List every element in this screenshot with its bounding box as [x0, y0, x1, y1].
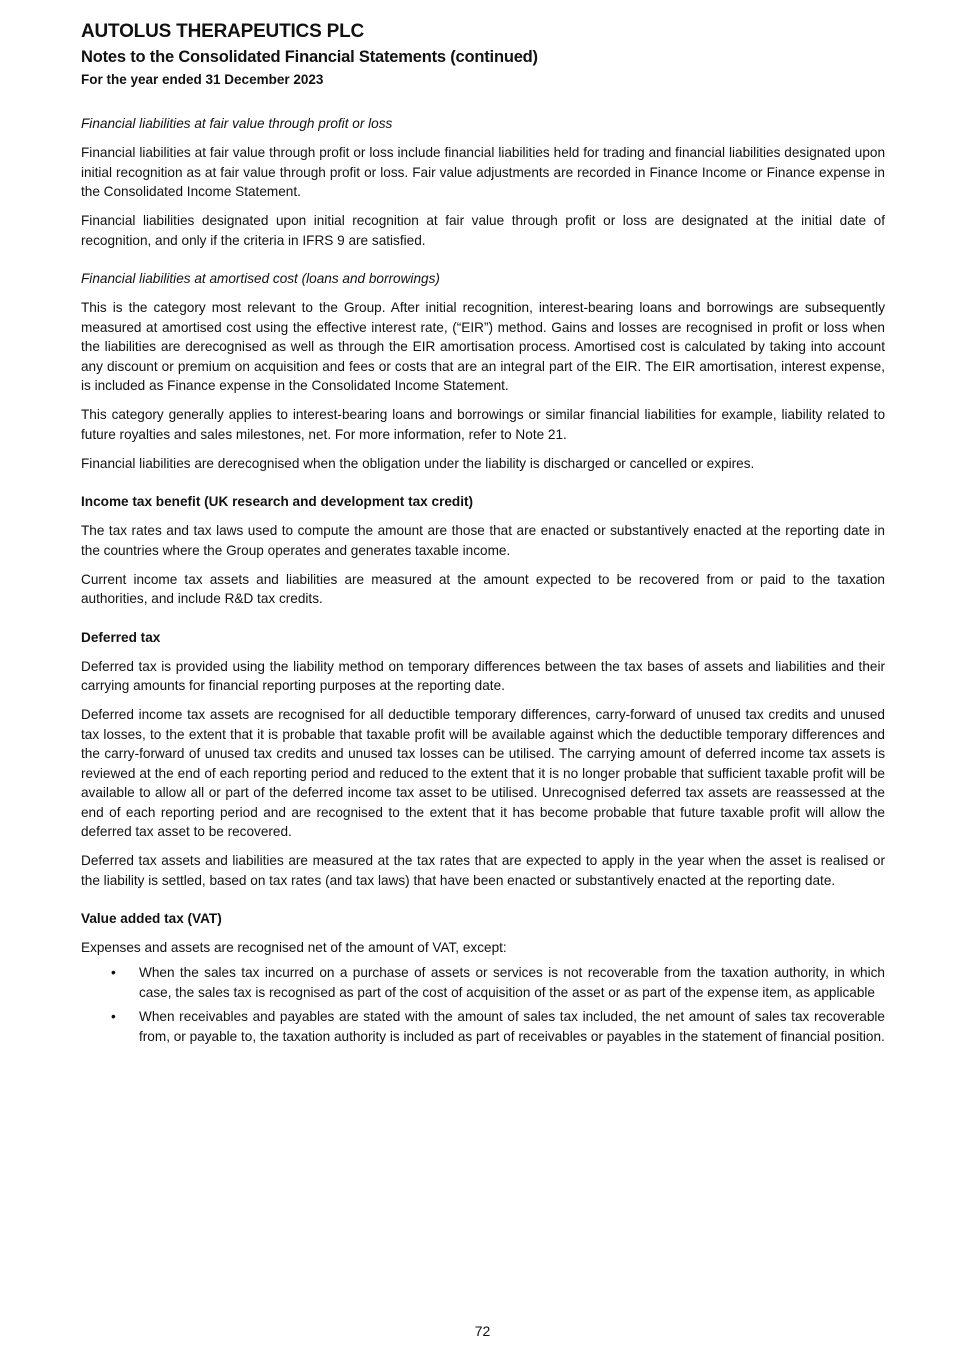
paragraph-income-tax-2: Current income tax assets and liabilities are measured at the amount expected to be recovered from or paid to the taxation authorities, and include R&D tax credits.: [81, 571, 885, 606]
paragraph-vat-intro: Expenses and assets are recognised net of the amount of VAT, except:: [81, 940, 507, 955]
vat-exceptions-list: [81, 963, 885, 1046]
heading-deferred-tax: Deferred tax: [81, 629, 161, 645]
bullet-icon: •: [111, 1009, 116, 1024]
paragraph-amortised-2: This category generally applies to interest-bearing loans and borrowings or similar financial liabilities for example, liability related to future royalties and sales milestones, net. For more information, refer to Note 21.: [81, 407, 885, 442]
paragraph-fvtpl-1: Financial liabilities at fair value through profit or loss include financial liabilities held for trading and financial liabilities designated upon initial recognition as at fair value through profit or loss. Fair value adjustments are recorded in Finance Income or Finance expense in the Consolidated Income Statement.: [81, 145, 885, 199]
heading-amortised-cost: Financial liabilities at amortised cost (loans and borrowings): [81, 271, 440, 286]
paragraph-deferred-tax-3: Deferred tax assets and liabilities are measured at the tax rates that are expected to apply in the year when the asset is realised or the liability is settled, based on tax rates (and tax laws) that have been enacted or substantively enacted at the reporting date.: [81, 853, 885, 888]
list-item: [81, 1007, 885, 1046]
heading-vat: Value added tax (VAT): [81, 911, 222, 926]
heading-fvtpl: Financial liabilities at fair value through profit or loss: [81, 116, 393, 131]
paragraph-deferred-tax-2: Deferred income tax assets are recognised for all deductible temporary differences, carry-forward of unused tax credits and unused tax losses, to the extent that it is probable that taxable profit will be available against which the deductible temporary differences and the carry-forward of unused tax credits and unused tax losses can be utilised. The carrying amount of deferred income tax assets is reviewed at the end of each reporting period and reduced to the extent that it is no longer probable that sufficient taxable profit will be available to allow all or part of the deferred income tax asset to be utilised. Unrecognised deferred tax assets are reassessed at the end of each reporting period and are recognised to the extent that it has become probable that future taxable profit will allow the deferred tax asset to be recovered.: [81, 707, 885, 839]
paragraph-fvtpl-2: Financial liabilities designated upon initial recognition at fair value through profit or loss are designated at the initial date of recognition, and only if the criteria in IFRS 9 are satisfied.: [81, 213, 885, 248]
document-body: [81, 114, 885, 1051]
company-name: AUTOLUS THERAPEUTICS PLC: [81, 21, 365, 42]
document-subtitle: Notes to the Consolidated Financial Statements (continued): [81, 48, 538, 66]
paragraph-amortised-1: This is the category most relevant to the Group. After initial recognition, interest-bearing loans and borrowings are subsequently measured at amortised cost using the effective interest rate, (“EIR”) method. Gains and losses are recognised in profit or loss when the liabilities are derecognised as well as through the EIR amortisation process. Amortised cost is calculated by taking into account any discount or premium on acquisition and fees or costs that are an integral part of the EIR. The EIR amortisation, interest expense, is included as Finance expense in the Consolidated Income Statement.: [81, 300, 885, 393]
paragraph-deferred-tax-1: Deferred tax is provided using the liability method on temporary differences between the tax bases of assets and liabilities and their carrying amounts for financial reporting purposes at the reporting date.: [81, 658, 885, 693]
bullet-icon: •: [111, 965, 116, 980]
list-item-text: When receivables and payables are stated with the amount of sales tax included, the net amount of sales tax recoverable from, or payable to, the taxation authority is included as part of receivables or payables in the statement of financial position.: [139, 1009, 885, 1044]
page-number: 72: [474, 1323, 491, 1339]
reporting-period: For the year ended 31 December 2023: [81, 72, 324, 87]
list-item-text: When the sales tax incurred on a purchase of assets or services is not recoverable from the taxation authority, in which case, the sales tax is recognised as part of the cost of acquisition of the asset or as part of the expense item, as applicable: [139, 965, 885, 1000]
list-item: [81, 963, 885, 1002]
heading-income-tax: Income tax benefit (UK research and development tax credit): [81, 494, 474, 509]
paragraph-amortised-3: Financial liabilities are derecognised when the obligation under the liability is discharged or cancelled or expires.: [81, 455, 755, 471]
paragraph-income-tax-1: The tax rates and tax laws used to compute the amount are those that are enacted or substantively enacted at the reporting date in the countries where the Group operates and generates taxable income.: [81, 523, 885, 558]
